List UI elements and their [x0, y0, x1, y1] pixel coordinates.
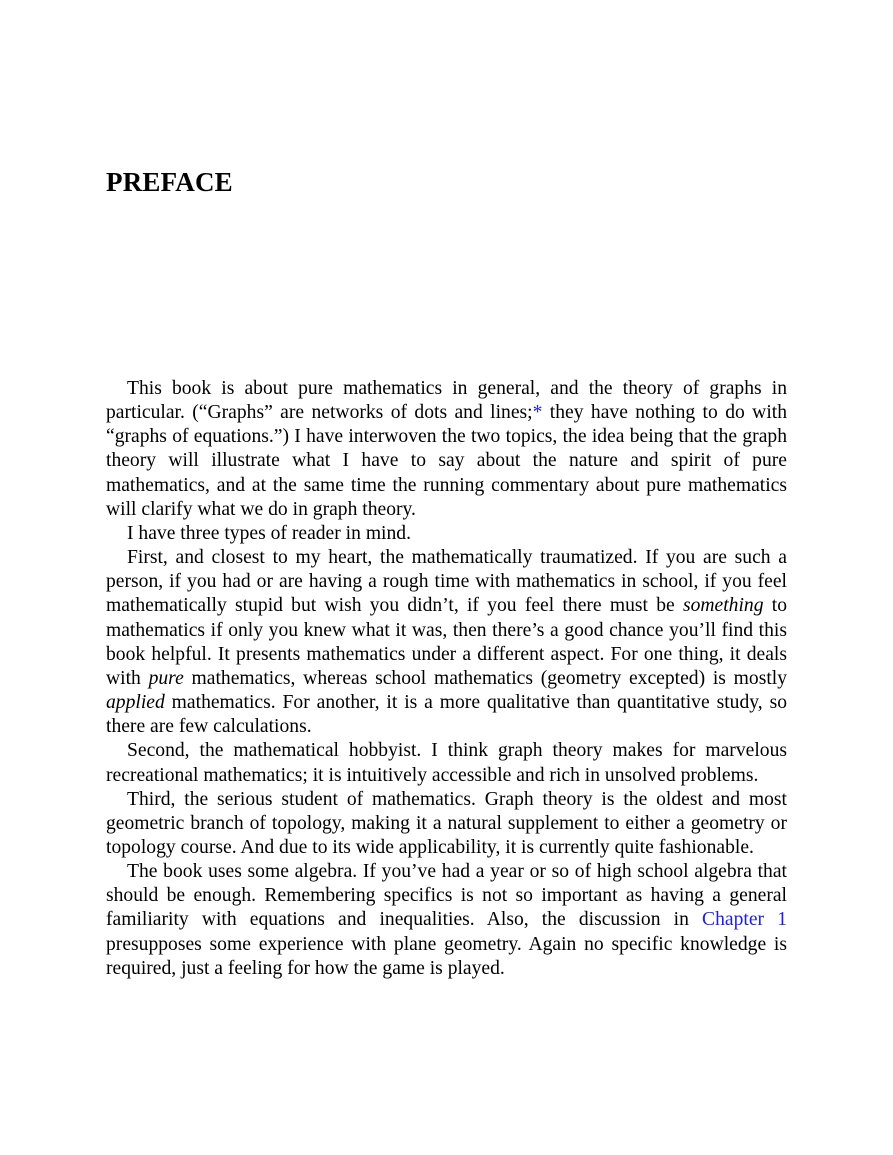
paragraph-6 — [106, 860, 787, 981]
paragraph-3-text-d: mathematics. For another, it is a more qualitative than quantitative study, so there are few calculations. — [106, 692, 787, 738]
emphasis-pure: pure — [148, 667, 184, 689]
chapter-title: PREFACE — [106, 167, 233, 197]
paragraph-4: Second, the mathematical hobbyist. I think graph theory makes for marvelous recreational mathematics; it is intuitively accessible and rich in unsolved problems. — [106, 740, 787, 786]
footnote-marker-link[interactable]: * — [532, 402, 543, 424]
emphasis-something: something — [682, 595, 764, 617]
emphasis-applied: applied — [106, 692, 165, 714]
paragraph-6-text-b: presupposes some experience with plane geometry. Again no specific knowledge is required, just a feeling for how the game is played. — [106, 933, 787, 979]
paragraph-3-text-c: mathematics, whereas school mathematics (geometry excepted) is mostly — [183, 667, 787, 689]
paragraph-6-text-a: The book uses some algebra. If you’ve had a year or so of high school algebra that should be enough. Remembering specifics is not so important as having a general familiarity with equations and inequalities. Also, the discussion in — [106, 861, 787, 931]
paragraph-3-text-a: First, and closest to my heart, the mathematically traumatized. If you are such a person, if you had or are having a rough time with mathematics in school, if you feel mathematically stupid but wish you didn’t, if you feel there must be — [106, 547, 787, 617]
paragraph-1-text-a: This book is about pure mathematics in general, and the theory of graphs in particular. (“Graphs” are networks of dots and lines; — [106, 378, 787, 424]
paragraph-1-text-b: they have nothing to do with “graphs of equations.”) I have interwoven the two topics, the idea being that the graph theory will illustrate what I have to say about the nature and spirit of pure mathematics, and at the same time the running commentary about pure mathematics will clarify what we do in graph theory. — [106, 402, 788, 520]
paragraph-2: I have three types of reader in mind. — [127, 522, 411, 544]
paragraph-1 — [106, 377, 787, 522]
paragraph-5: Third, the serious student of mathematics. Graph theory is the oldest and most geometric branch of topology, making it a natural supplement to either a geometry or topology course. And due to its wide applicability, it is currently quite fashionable. — [106, 788, 787, 858]
preface-body — [106, 377, 787, 981]
paragraph-3 — [106, 546, 787, 739]
paragraph-3-text-b: to mathematics if only you knew what it was, then there’s a good chance you’ll find this book helpful. It presents mathematics under a different aspect. For one thing, it deals with — [106, 595, 788, 689]
chapter-1-link[interactable]: Chapter 1 — [702, 909, 787, 931]
